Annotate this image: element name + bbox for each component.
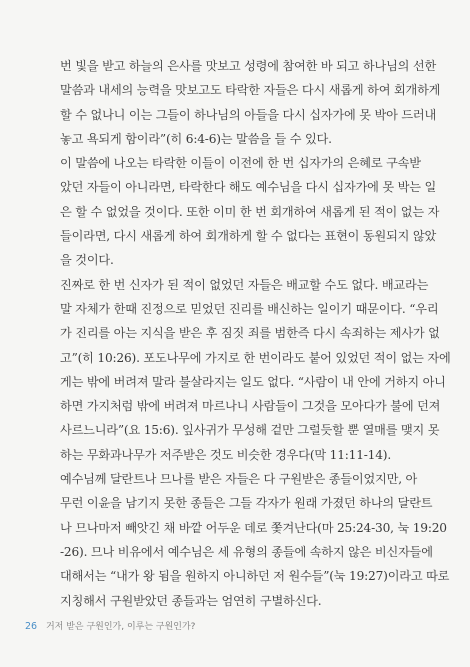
text-line: 하면 가지처럼 밖에 버려져 마르나니 사람들이 그것을 모아다가 불에 던져 — [60, 399, 441, 414]
text-line: 무런 이윤을 남기지 못한 종들은 그들 각자가 원래 가졌던 하나의 달란트 — [60, 496, 433, 511]
text-line: 사르느니라”(요 15:6). 잎사귀가 무성해 겉만 그럴듯할 뿐 열매를 맺지 못 — [60, 423, 440, 438]
text-line: 할 수 없나니 이는 그들이 하나님의 아들을 다시 십자가에 못 박아 드러내 — [60, 107, 437, 122]
text-line: 은 할 수 없었을 것이다. 또한 이미 한 번 회개하여 새롭게 된 적이 없는 자 — [60, 204, 440, 219]
text-line: 대해서는 “내가 왕 됨을 원하지 아니하던 저 원수들”(눅 19:27)이라고 따로 — [60, 569, 450, 584]
text-line: 았던 자들이 아니라면, 타락한다 해도 예수님을 다시 십자가에 못 박는 일 — [60, 180, 437, 195]
text-line: 게는 밖에 버려져 말라 불살라지는 일도 없다. “사람이 내 안에 거하지 아니 — [60, 374, 446, 389]
page-number: 26 — [25, 621, 38, 632]
text-line: 진짜로 한 번 신자가 된 적이 없었던 자들은 배교할 수도 없다. 배교라는 — [60, 277, 429, 292]
text-line: -26). 므나 비유에서 예수님은 세 유형의 종들에 속하지 않은 비신자들에 — [60, 544, 433, 559]
text-line: 고”(히 10:26). 포도나무에 가지로 한 번이라도 붙어 있었던 적이 없는 자에 — [60, 350, 451, 365]
text-line: 나 므나마저 빼앗긴 채 바깥 어두운 데로 쫓겨난다(마 25:24-30, 눅 19:20 — [60, 520, 447, 535]
body-text — [60, 54, 451, 613]
text-line: 을 것이다. — [60, 253, 114, 268]
text-line: 말 자체가 한때 진정으로 믿었던 진리를 배신하는 일이기 때문이다. “우리 — [60, 301, 439, 316]
text-line: 예수님께 달란트나 므나를 받은 자들은 다 구원받은 종들이었지만, 아 — [60, 472, 418, 487]
text-line: 번 빛을 받고 하늘의 은사를 맛보고 성령에 참여한 바 되고 하나님의 선한 — [60, 59, 437, 73]
running-title: 거저 받은 구원인가, 이루는 구원인가? — [45, 622, 196, 632]
page-footer — [25, 619, 195, 632]
text-line: 하는 무화과나무가 저주받은 것도 비슷한 경우다(막 11:11-14). — [60, 447, 392, 462]
text-line: 놓고 욕되게 함이라”(히 6:4-6)는 말씀을 들 수 있다. — [60, 131, 332, 146]
text-line: 가 진리를 아는 지식을 받은 후 짐짓 죄를 범한즉 다시 속죄하는 제사가 없 — [60, 326, 440, 341]
text-line: 말씀과 내세의 능력을 맛보고도 타락한 자들은 다시 새롭게 하여 회개하게 — [60, 83, 441, 98]
text-line: 지칭해서 구원받았던 종들과는 엄연히 구별하신다. — [60, 593, 322, 608]
text-line: 들이라면, 다시 새롭게 하여 회개하게 할 수 없다는 표현이 동원되지 않았 — [60, 229, 437, 244]
text-line: 이 말씀에 나오는 타락한 이들이 이전에 한 번 십자가의 은혜로 구속받 — [60, 156, 421, 171]
